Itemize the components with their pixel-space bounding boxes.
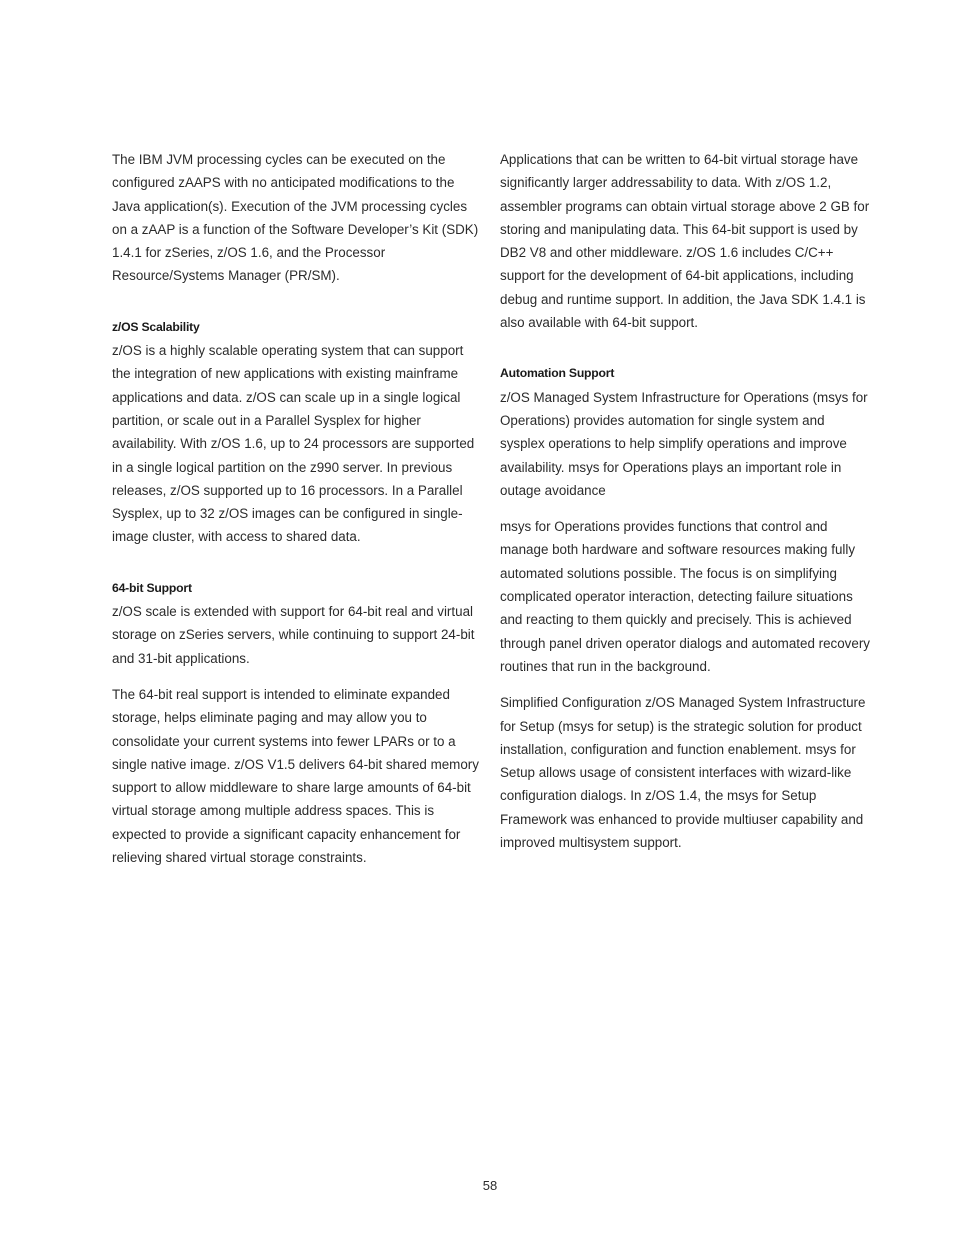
heading-automation-support: Automation Support (500, 366, 615, 381)
page-number: 58 (482, 1178, 498, 1193)
section-automation-support (500, 362, 872, 854)
heading-zos-scalability: z/OS Scalability (112, 319, 200, 334)
intro-paragraph-left: The IBM JVM processing cycles can be executed on the configured zAAPS with no anticipated modifications to the Java application(s). Execution of the JVM processing cycles on a zAAP is a function of the Software Developer’s Kit (SDK) 1.4.1 for zSeries, z/OS 1.6, and the Processor Resource/Systems Manager (PR/SM). (112, 152, 479, 284)
automation-paragraph-2: msys for Operations provides functions that control and manage both hardware and software resources making fully automated solutions possible. The focus is on simplifying complicated operator interaction, detecting failure situations and reacting to them quickly and precisely. This is achieved through panel driven operator dialogs and automated recovery routines that run in the background. (500, 519, 870, 674)
64bit-paragraph-2: The 64-bit real support is intended to eliminate expanded storage, helps eliminate paging and may allow you to consolidate your current systems into fewer LPARs or to a single native image. z/OS V1.5 delivers 64-bit shared memory support to allow middleware to share large amounts of 64-bit virtual storage among multiple address spaces. This is expected to provide a significant capacity enhancement for relieving shared virtual storage constraints. (112, 686, 479, 866)
section-zos-scalability (112, 316, 484, 549)
intro-paragraph-right: Applications that can be written to 64-bit virtual storage have significantly larger addressability to data. With z/OS 1.2, assembler programs can obtain virtual storage above 2 GB for storing and manipulating data. This 64-bit support is used by DB2 V8 and other middleware. z/OS 1.6 includes C/C++ support for the development of 64-bit applications, including debug and runtime support. In addition, the Java SDK 1.4.1 is also available with 64-bit support. (500, 152, 870, 331)
left-column (112, 148, 484, 882)
scalability-paragraph: z/OS is a highly scalable operating system that can support the integration of new applications with existing mainframe applications and data. z/OS can scale up in a single logical partition, or scale out in a Parallel Sysplex for higher availability. With z/OS 1.6, up to 24 processors are supported in a single logical partition on the z990 server. In previous releases, z/OS supported up to 16 processors. In a Parallel Sysplex, up to 32 z/OS images can be configured in single-image cluster, with access to shared data. (112, 343, 475, 545)
automation-paragraph-1: z/OS Managed System Infrastructure for Operations (msys for Operations) provides automation for single system and sysplex operations to help simplify operations and improve availability. msys for Operations plays an important role in outage avoidance (500, 389, 868, 498)
64bit-paragraph-1: z/OS scale is extended with support for 64-bit real and virtual storage on zSeries servers, while continuing to support 24-bit and 31-bit applications. (112, 604, 475, 666)
right-column (500, 148, 872, 867)
automation-paragraph-3: Simplified Configuration z/OS Managed System Infrastructure for Setup (msys for setup) is the strategic solution for product installation, configuration and function enablement. msys for Setup allows usage of consistent interfaces with wizard-like configuration dialogs. In z/OS 1.4, the msys for Setup Framework was enhanced to provide multiuser capability and improved multisystem support. (500, 695, 866, 851)
section-64bit-support (112, 577, 484, 870)
heading-64bit-support: 64-bit Support (112, 580, 192, 595)
